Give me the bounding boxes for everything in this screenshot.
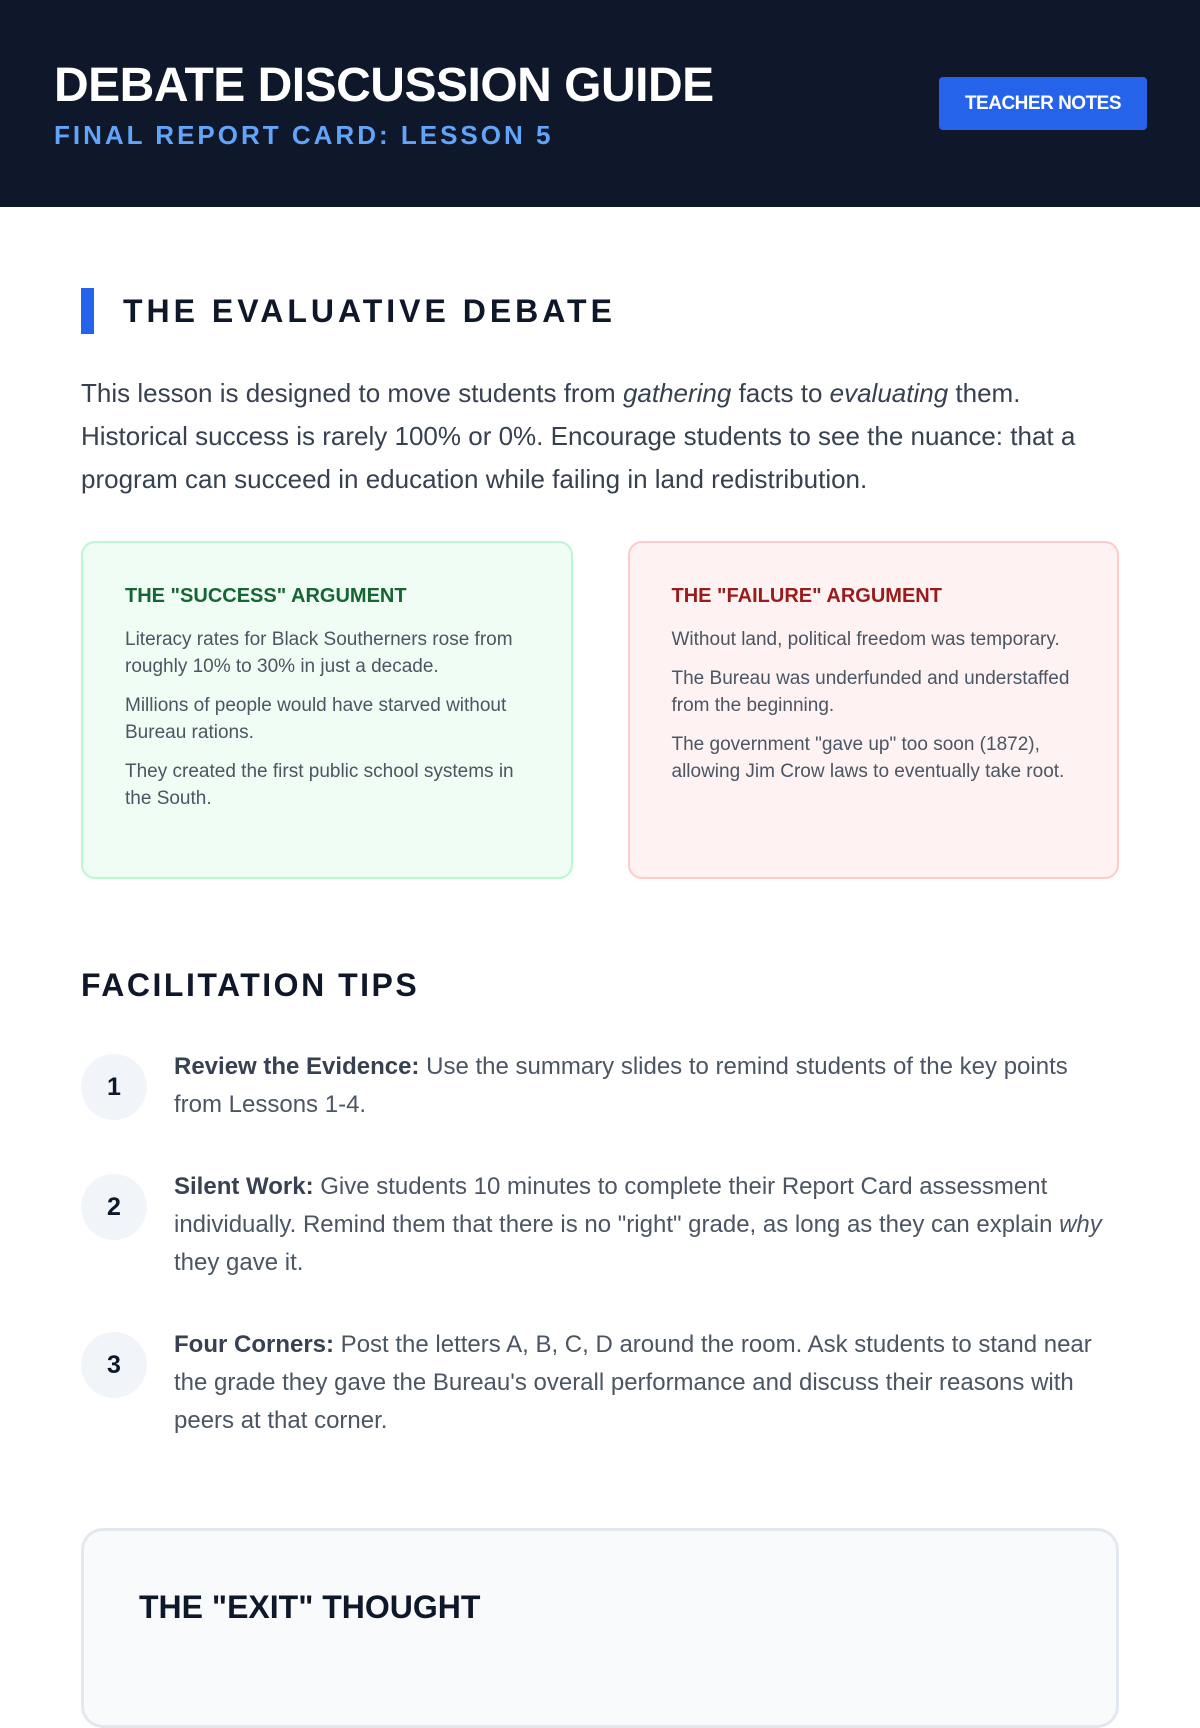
exit-thought-card	[81, 1528, 1119, 1728]
tip-label: Review the Evidence:	[174, 1053, 420, 1080]
step-number: 3	[81, 1332, 147, 1398]
tip-label: Four Corners:	[174, 1331, 335, 1358]
tip-em: why	[1059, 1211, 1102, 1238]
page-title: DEBATE DISCUSSION GUIDE	[54, 59, 714, 112]
intro-em: gathering	[622, 378, 732, 408]
tip-text: Use the summary slides to remind students of the key points from Lessons 1-4.	[174, 1053, 1068, 1118]
failure-point: The government "gave up" too soon (1872), allowing Jim Crow laws to eventually take root.	[671, 734, 1065, 782]
failure-point: Without land, political freedom was temporary.	[671, 629, 1060, 650]
page-subtitle: FINAL REPORT CARD: LESSON 5	[54, 120, 554, 150]
teacher-notes-button[interactable]: TEACHER NOTES	[939, 77, 1147, 130]
tip-text: they gave it.	[174, 1249, 304, 1276]
failure-title: THE "FAILURE" ARGUMENT	[671, 585, 942, 607]
tip-text: Give students 10 minutes to complete their Report Card assessment individually. Remind them that there is no "right" grade, as long as they can explain	[174, 1173, 1060, 1238]
debate-heading: THE EVALUATIVE DEBATE	[123, 292, 616, 329]
success-point: They created the first public school systems in the South.	[125, 761, 514, 809]
tips-heading: FACILITATION TIPS	[81, 967, 420, 1003]
intro-text: them. Historical success is rarely 100% or 0%. Encourage students to see the nuance: that a program can succeed in education while failing in land redistribution.	[81, 378, 1076, 494]
step-number: 1	[81, 1054, 147, 1120]
tip-label: Silent Work:	[174, 1173, 314, 1200]
intro-text: This lesson is designed to move students from	[81, 378, 623, 408]
tip-item	[81, 1048, 1119, 1124]
failure-point: The Bureau was underfunded and understaffed from the beginning.	[671, 668, 1070, 716]
failure-card	[628, 541, 1120, 879]
exit-heading: THE "EXIT" THOUGHT	[139, 1589, 481, 1625]
accent-bar	[81, 288, 94, 334]
success-card	[81, 541, 573, 879]
tip-item	[81, 1168, 1119, 1282]
success-title: THE "SUCCESS" ARGUMENT	[125, 585, 407, 607]
success-point: Millions of people would have starved without Bureau rations.	[125, 695, 507, 743]
step-number: 2	[81, 1174, 147, 1240]
success-point: Literacy rates for Black Southerners rose from roughly 10% to 30% in just a decade.	[125, 629, 513, 677]
page-header	[0, 0, 1200, 207]
intro-text: facts to	[731, 378, 830, 408]
tip-text: Post the letters A, B, C, D around the room. Ask students to stand near the grade they gave the Bureau's overall performance and discuss their reasons with peers at that corner.	[174, 1331, 1092, 1434]
intro-em: evaluating	[829, 378, 949, 408]
section-heading	[81, 288, 1119, 334]
intro-paragraph	[81, 372, 1119, 501]
tip-item	[81, 1326, 1119, 1440]
